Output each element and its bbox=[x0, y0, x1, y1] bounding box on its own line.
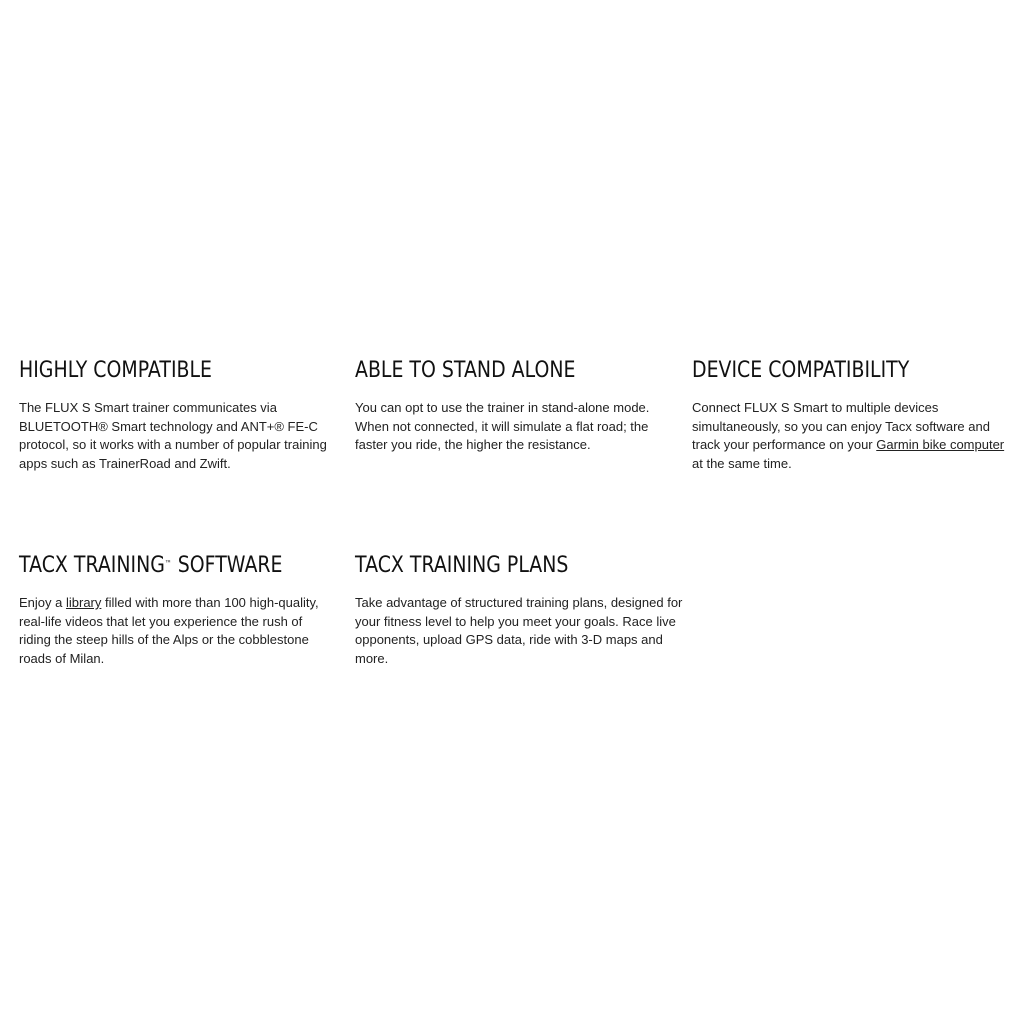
feature-title: TACX TRAINING PLANS bbox=[355, 553, 569, 578]
title-text: SOFTWARE bbox=[171, 553, 283, 578]
description-text: Enjoy a bbox=[19, 595, 66, 610]
description-text: filled with more than 100 high-quality, real-life videos that let you experience the rush of riding the steep hills of the Alps or the cobblestone roads of Milan. bbox=[19, 595, 319, 666]
description-text: at the same time. bbox=[692, 455, 792, 471]
feature-description bbox=[692, 399, 1010, 473]
garmin-bike-computer-link[interactable]: Garmin bike computer bbox=[876, 437, 1005, 452]
feature-stand-alone bbox=[355, 358, 673, 455]
feature-description bbox=[19, 594, 337, 668]
library-link[interactable]: library bbox=[65, 595, 102, 610]
feature-title: HIGHLY COMPATIBLE bbox=[19, 358, 213, 383]
feature-training-software bbox=[19, 553, 337, 668]
feature-training-plans bbox=[355, 553, 685, 668]
feature-description: You can opt to use the trainer in stand-alone mode. When not connected, it will simulate a flat road; the faster you ride, the higher the resistance. bbox=[355, 400, 650, 452]
feature-title: ABLE TO STAND ALONE bbox=[355, 358, 576, 383]
feature-device-compatibility bbox=[692, 358, 1010, 473]
trademark-mark: ™ bbox=[164, 559, 172, 568]
feature-description: Take advantage of structured training plans, designed for your fitness level to help you meet your goals. Race live opponents, upload GPS data, ride with 3-D maps and more. bbox=[355, 595, 683, 666]
feature-title bbox=[19, 553, 292, 579]
feature-description: The FLUX S Smart trainer communicates via BLUETOOTH® Smart technology and ANT+® FE-C protocol, so it works with a number of popular training apps such as TrainerRoad and Zwift. bbox=[19, 400, 327, 471]
feature-title: DEVICE COMPATIBILITY bbox=[692, 358, 910, 383]
description-text: Connect FLUX S Smart to multiple devices simultaneously, so you can enjoy Tacx software and track your performance on your bbox=[692, 400, 990, 452]
feature-highly-compatible bbox=[19, 358, 337, 473]
title-text: TACX TRAINING bbox=[19, 553, 165, 578]
